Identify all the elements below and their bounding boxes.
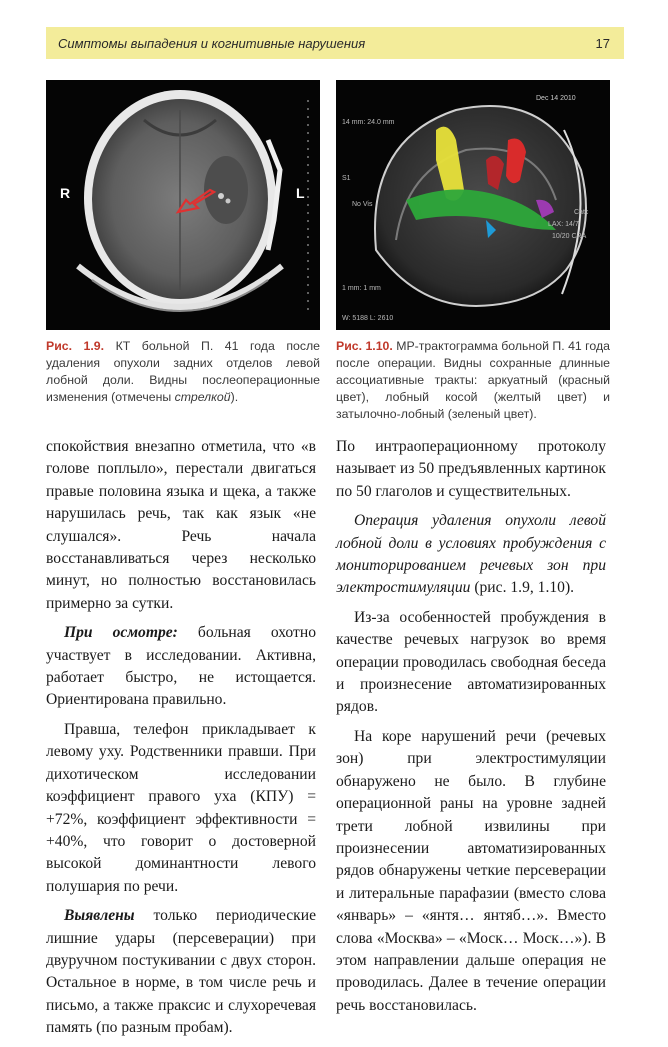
paragraph xyxy=(336,510,606,600)
paragraph: Из-за особенностей пробуждения в качестве речевых нагрузок во время операции проводилась свободная беседа и произнесение автоматизированных рядов. xyxy=(336,608,606,716)
overlay-top-left: 14 mm: 24.0 mm xyxy=(342,119,395,126)
caption-text: МР-трактограмма больной П. 41 года после операции. Видны сохранные длинные ассоциативные тракты: аркуатный (красный цвет), лобный косой (желтый цвет) и затылочно-лобный (зеленый цвет). xyxy=(336,339,610,421)
overlay-right-3: 10/20 CRA xyxy=(552,233,587,240)
ct-scan-image xyxy=(46,80,320,330)
overlay-bottom-1: 1 mm: 1 mm xyxy=(342,285,381,292)
running-header xyxy=(46,27,624,59)
paragraph xyxy=(46,905,316,1039)
overlay-right-1: Catc xyxy=(574,209,589,216)
overlay-no-vis: No Vis xyxy=(352,201,373,208)
side-label-r: R xyxy=(60,185,71,201)
paragraph: По интраоперационному протоколу называет из 50 предъявленных картинок по 50 глаголов и существительных. xyxy=(336,438,606,500)
paragraph-text: только периодические лишние удары (персеверации) при двуручном постукивании с двух сторон. Остальное в норме, в том числе речь и письмо, а также праксис и слухоречевая память (по разным пробам). xyxy=(46,907,316,1037)
ct-scan-drawing xyxy=(46,80,320,330)
paragraph-lead: Выявлены xyxy=(64,907,135,925)
paragraph-lead: При осмотре: xyxy=(64,624,178,642)
paragraph-italic: Операция удаления опухоли левой лобной доли в условиях пробуждения с мониторированием речевых зон при электростимуляции xyxy=(336,512,606,597)
side-label-l: L xyxy=(296,185,305,201)
paragraph-text: (рис. 1.9, 1.10). xyxy=(470,579,575,597)
caption-label: Рис. 1.9. xyxy=(46,339,105,353)
overlay-bottom-2: W: 5188 L: 2610 xyxy=(342,315,394,322)
overlay-date: Dec 14 2010 xyxy=(536,95,576,102)
paragraph: Правша, телефон прикладывает к левому уху. Родственники правши. При дихотическом исследовании коэффициент правого уха (КПУ) = +72%, коэффициент эффективности = +40%, что говорит о достоверной высокой доминантности левого полушария по речи. xyxy=(46,720,316,895)
mr-tractography-image xyxy=(336,80,610,330)
overlay-s1: S1 xyxy=(342,175,351,182)
caption-label: Рис. 1.10. xyxy=(336,339,393,353)
caption-italic: стрелкой xyxy=(174,390,231,404)
paragraph: спокойствия внезапно отметила, что «в голове поплыло», перестали двигаться правые половина языка и щека, а также нарушилась речь, так как язык «не слушался». Речь начала восстанавливаться через несколько минут, но полностью восстановилась примерно за сутки. xyxy=(46,438,316,612)
tractography-drawing xyxy=(336,80,610,330)
paragraph: На коре нарушений речи (речевых зон) при электростимуляции обнаружено не было. В глубине операционной раны на уровне задней трети лобной извилины при произнесении автоматизированных рядов обнаружены четкие персеверации и литеральные парафазии (вместо слова «январь» – «янтя… янтяб…». Вместо слова «Москва» – «Моск… Моск…»). В этом направлении дальше операция не проводилась. Далее в течение операции речь восстановилась. xyxy=(336,727,606,1014)
header-title: Симптомы выпадения и когнитивные нарушения xyxy=(58,35,366,51)
figure-caption-1-9 xyxy=(46,338,320,406)
page-number: 17 xyxy=(595,35,610,51)
caption-text: КТ больной П. 41 года после удаления опухоли задних отделов левой лобной доли. Видны послеоперационные изменения (отмечены xyxy=(46,339,320,404)
caption-text-end: ). xyxy=(230,390,239,404)
paragraph xyxy=(46,622,316,712)
text-column-left xyxy=(46,436,316,1047)
figure-caption-1-10 xyxy=(336,338,610,423)
text-column-right xyxy=(336,436,606,1024)
paragraph-text: больная охотно участвует в исследовании. Активна, работает быстро, не истощается. Ориентирована правильно. xyxy=(46,624,316,709)
overlay-right-2: LAX: 14/7 xyxy=(548,221,579,228)
